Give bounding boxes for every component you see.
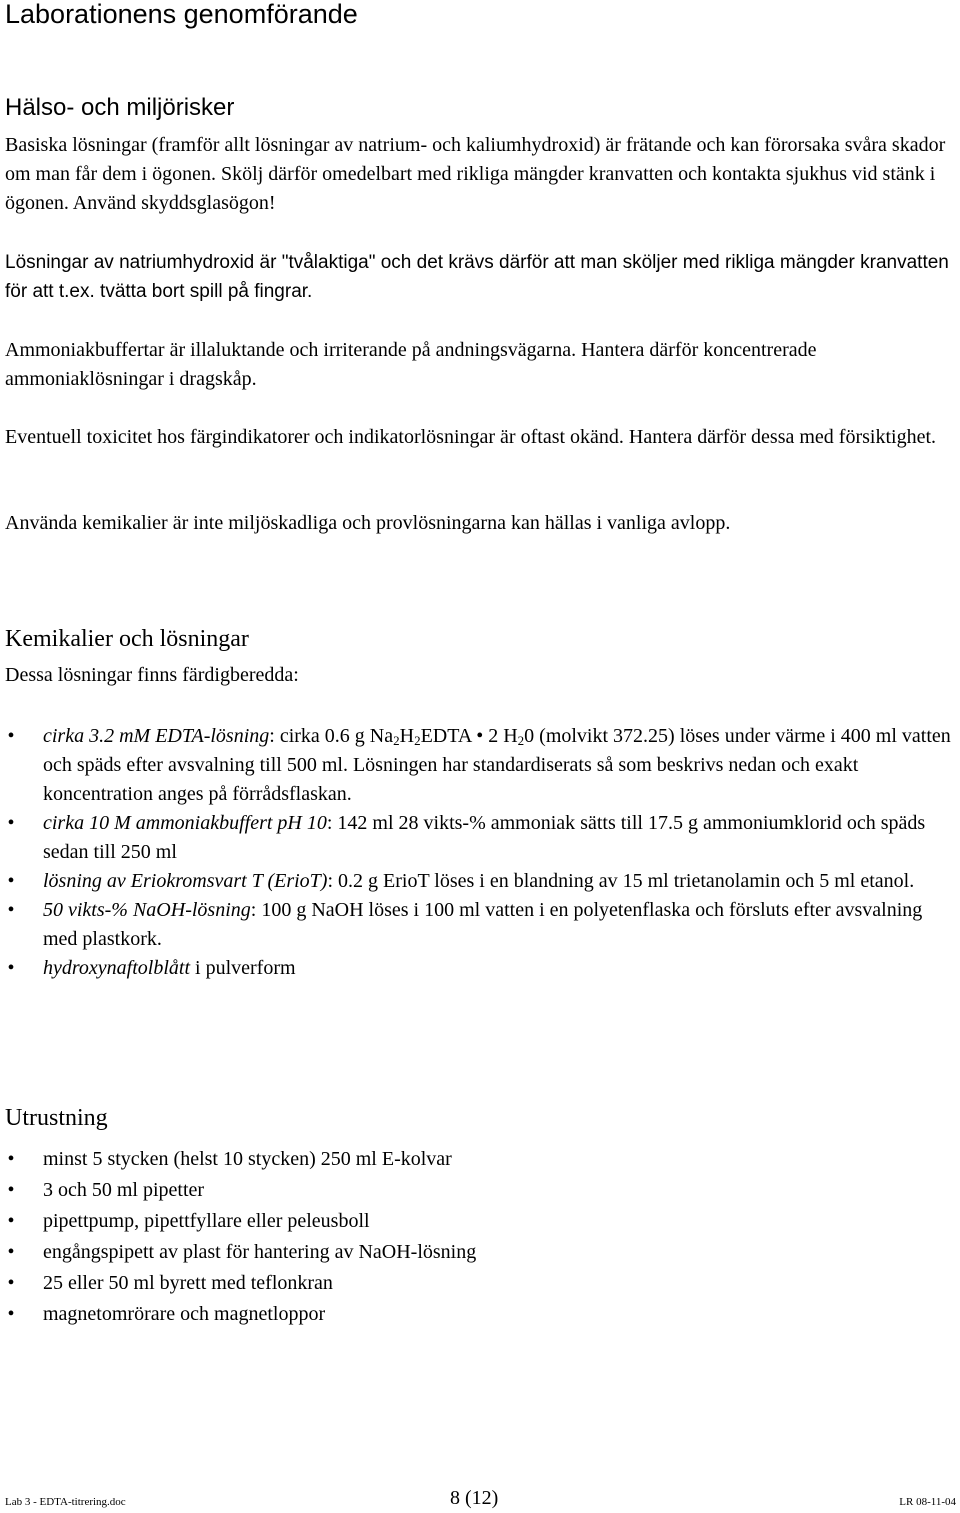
bullet-icon: • bbox=[7, 1241, 15, 1263]
list-item bbox=[0, 1238, 960, 1267]
equipment-item: 3 och 50 ml pipetter bbox=[43, 1179, 205, 1201]
chemicals-heading: Kemikalier och lösningar bbox=[5, 626, 249, 652]
chemical-description: : cirka 0.6 g Na bbox=[269, 725, 394, 747]
equipment-item: 25 eller 50 ml byrett med teflonkran bbox=[43, 1272, 333, 1294]
equipment-list bbox=[0, 1145, 960, 1329]
list-item bbox=[0, 1145, 960, 1174]
bullet-icon: • bbox=[7, 725, 15, 747]
footer-page-number: 8 (12) bbox=[450, 1487, 499, 1509]
hazards-paragraph-5: Använda kemikalier är inte miljöskadliga och provlösningarna kan hällas i vanliga avlopp. bbox=[5, 512, 731, 534]
chemical-description: 0 (molvikt 372.25) löses under värme i 400 ml vatten och späds efter avsvalning till 500 ml. Lösningen har standardiserats så som beskrivs nedan och exakt koncentration anges på förrådsflaskan. bbox=[43, 725, 951, 805]
chemical-name: lösning av Eriokromsvart T (ErioT) bbox=[43, 870, 328, 892]
list-item bbox=[0, 1269, 960, 1298]
equipment-item: engångspipett av plast för hantering av NaOH-lösning bbox=[43, 1241, 477, 1263]
chemical-description: : 142 ml 28 vikts-% ammoniak sätts till 17.5 g ammoniumklorid och späds sedan till 250 ml bbox=[43, 812, 926, 863]
page-title: Laborationens genomförande bbox=[5, 0, 358, 29]
chemical-description: EDTA • 2 H bbox=[420, 725, 518, 747]
hazards-paragraph-3: Ammoniakbuffertar är illaluktande och irriterande på andningsvägarna. Hantera därför koncentrerade ammoniaklösningar i dragskåp. bbox=[5, 339, 817, 390]
chemical-description: H bbox=[399, 725, 415, 747]
hazards-paragraph-4: Eventuell toxicitet hos färgindikatorer och indikatorlösningar är oftast okänd. Hantera därför dessa med försiktighet. bbox=[5, 426, 937, 448]
footer-filename: Lab 3 - EDTA-titrering.doc bbox=[5, 1496, 126, 1508]
equipment-item: pipettpump, pipettfyllare eller peleusboll bbox=[43, 1210, 370, 1232]
equipment-item: minst 5 stycken (helst 10 stycken) 250 ml E-kolvar bbox=[43, 1148, 452, 1170]
list-item bbox=[0, 809, 960, 867]
list-item bbox=[0, 722, 960, 809]
list-item bbox=[0, 954, 960, 983]
hazards-paragraph-2: Lösningar av natriumhydroxid är "tvålaktiga" och det krävs därför att man sköljer med rikliga mängder kranvatten för att t.ex. tvätta bort spill på fingrar. bbox=[5, 252, 949, 302]
bullet-icon: • bbox=[7, 1303, 15, 1325]
list-item bbox=[0, 1176, 960, 1205]
equipment-item: magnetomrörare och magnetloppor bbox=[43, 1303, 326, 1325]
bullet-icon: • bbox=[7, 899, 15, 921]
bullet-icon: • bbox=[7, 1179, 15, 1201]
bullet-icon: • bbox=[7, 1148, 15, 1170]
subscript: 2 bbox=[393, 733, 400, 748]
list-item bbox=[0, 896, 960, 954]
subscript: 2 bbox=[517, 733, 525, 748]
footer-date: LR 08-11-04 bbox=[899, 1496, 956, 1508]
chemical-name: hydroxynaftolblått bbox=[43, 957, 191, 979]
bullet-icon: • bbox=[7, 957, 15, 979]
list-item bbox=[0, 1300, 960, 1329]
chemical-description: : 100 g NaOH löses i 100 ml vatten i en polyetenflaska och försluts efter avsvalning med plastkork. bbox=[43, 899, 923, 950]
chemical-description: : 0.2 g ErioT löses i en blandning av 15 ml trietanolamin och 5 ml etanol. bbox=[327, 870, 915, 892]
bullet-icon: • bbox=[7, 1210, 15, 1232]
bullet-icon: • bbox=[7, 812, 15, 834]
list-item bbox=[0, 1207, 960, 1236]
bullet-icon: • bbox=[7, 1272, 15, 1294]
chemical-name: 50 vikts-% NaOH-lösning bbox=[43, 899, 251, 921]
hazards-paragraph-1: Basiska lösningar (framför allt lösningar av natrium- och kaliumhydroxid) är frätande och kan förorsaka svåra skador om man får dem i ögonen. Skölj därför omedelbart med rikliga mängder kranvatten och kontakta sjukhus vid stänk i ögonen. Använd skyddsglasögon! bbox=[5, 134, 946, 214]
chemical-description: i pulverform bbox=[190, 957, 296, 979]
list-item bbox=[0, 867, 960, 896]
subscript: 2 bbox=[414, 733, 421, 748]
chemicals-list bbox=[0, 722, 960, 983]
equipment-heading: Utrustning bbox=[5, 1105, 108, 1131]
chemical-name: cirka 3.2 mM EDTA-lösning bbox=[43, 725, 270, 747]
chemicals-intro: Dessa lösningar finns färdigberedda: bbox=[5, 664, 299, 686]
chemical-name: cirka 10 M ammoniakbuffert pH 10 bbox=[43, 812, 327, 834]
bullet-icon: • bbox=[7, 870, 15, 892]
hazards-heading: Hälso- och miljörisker bbox=[5, 94, 235, 121]
